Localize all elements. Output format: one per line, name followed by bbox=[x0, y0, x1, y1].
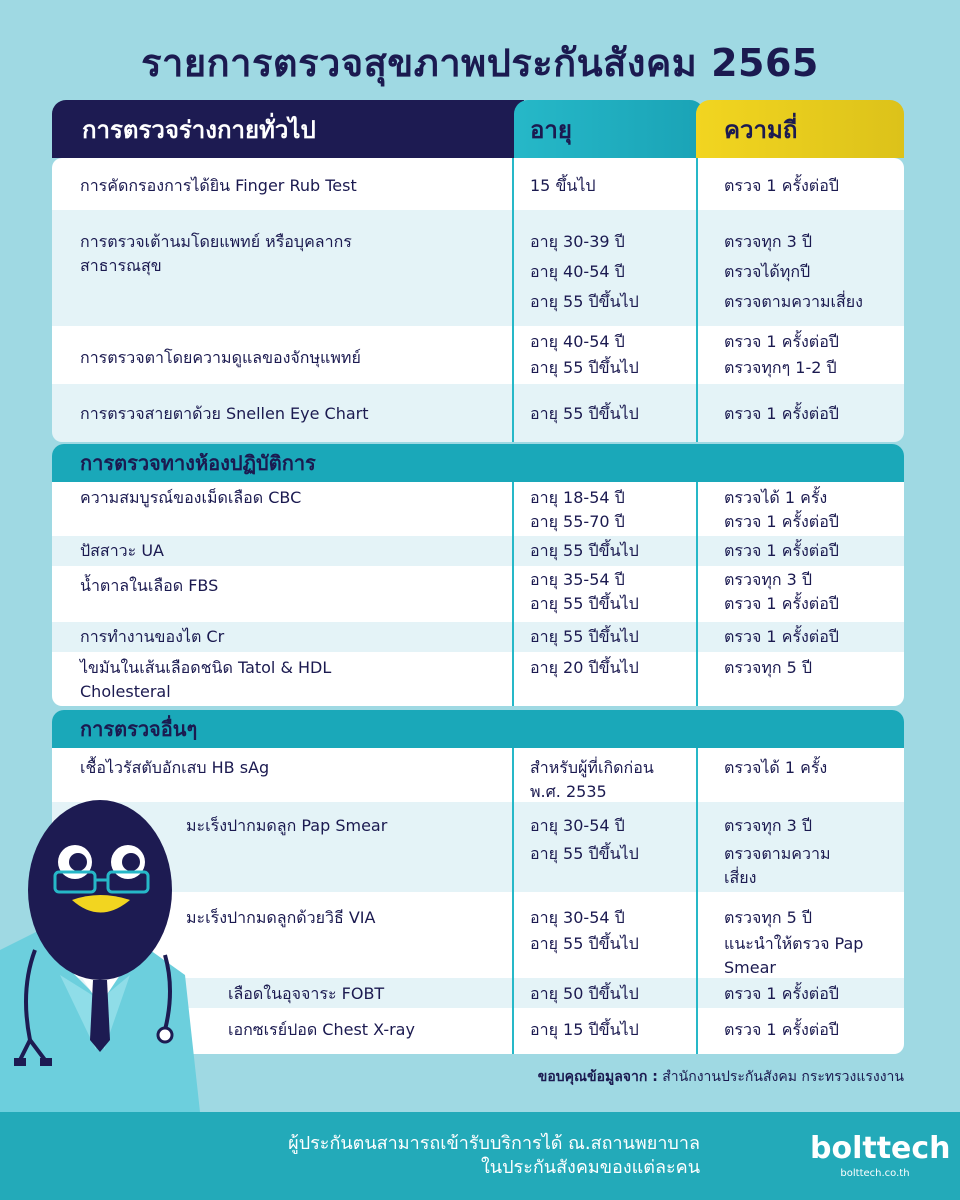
age-value: อายุ 15 ปีขึ้นไป bbox=[530, 1020, 639, 1039]
exam-name: เอกซเรย์ปอด Chest X-ray bbox=[228, 1020, 415, 1039]
brand-wordmark: bolttech bbox=[810, 1131, 951, 1166]
age-value: อายุ 55 ปีขึ้นไป bbox=[530, 292, 639, 311]
exam-name: มะเร็งปากมดลูก Pap Smear bbox=[186, 816, 388, 835]
exam-name: ไขมันในเส้นเลือดชนิด Tatol & HDL Cholesteral bbox=[80, 658, 332, 701]
frequency-value: ตรวจ 1 ครั้งต่อปี bbox=[724, 332, 839, 351]
exam-name: การคัดกรองการได้ยิน Finger Rub Test bbox=[80, 176, 357, 195]
exam-name: การตรวจสายตาด้วย Snellen Eye Chart bbox=[80, 404, 369, 423]
frequency-value: ตรวจ 1 ครั้งต่อปี bbox=[724, 512, 839, 531]
age-value: อายุ 55 ปีขึ้นไป bbox=[530, 541, 639, 560]
age-value: อายุ 55 ปีขึ้นไป bbox=[530, 358, 639, 377]
frequency-value: ตรวจ 1 ครั้งต่อปี bbox=[724, 404, 839, 423]
table-row bbox=[52, 622, 904, 652]
frequency-value: ตรวจได้ทุกปี bbox=[724, 262, 811, 281]
penguin-doctor-mascot bbox=[0, 800, 200, 1112]
source-label: ขอบคุณข้อมูลจาก : bbox=[537, 1069, 658, 1085]
age-value: อายุ 55 ปีขึ้นไป bbox=[530, 844, 639, 863]
age-value: อายุ 18-54 ปี bbox=[530, 488, 625, 507]
age-value: อายุ 40-54 ปี bbox=[530, 332, 625, 351]
footer-banner bbox=[0, 1112, 960, 1200]
source-text: สำนักงานประกันสังคม กระทรวงแรงงาน bbox=[662, 1069, 904, 1085]
footer-line-2: ในประกันสังคมของแต่ละคน bbox=[481, 1157, 700, 1178]
frequency-value: ตรวจทุก 3 ปี bbox=[724, 816, 813, 835]
frequency-value: ตรวจตามความ เสี่ยง bbox=[724, 844, 831, 887]
frequency-value: ตรวจทุก 5 ปี bbox=[724, 908, 813, 927]
column-divider bbox=[696, 158, 698, 442]
age-value: อายุ 30-39 ปี bbox=[530, 232, 625, 251]
table-row bbox=[52, 384, 904, 442]
table-row bbox=[52, 536, 904, 566]
table-row bbox=[52, 652, 904, 706]
footer-line-1: ผู้ประกันตนสามารถเข้ารับบริการได้ ณ.สถานพยาบาล bbox=[288, 1133, 700, 1154]
age-value: อายุ 40-54 ปี bbox=[530, 262, 625, 281]
frequency-value: ตรวจได้ 1 ครั้ง bbox=[724, 758, 828, 777]
section-lab: การตรวจทางห้องปฏิบัติการ bbox=[52, 444, 904, 482]
frequency-value: ตรวจ 1 ครั้งต่อปี bbox=[724, 176, 839, 195]
age-value: อายุ 20 ปีขึ้นไป bbox=[530, 658, 639, 677]
column-divider bbox=[696, 482, 698, 706]
frequency-value: ตรวจตามความเสี่ยง bbox=[724, 292, 863, 311]
frequency-value: ตรวจทุกๆ 1-2 ปี bbox=[724, 358, 837, 377]
brand-url: bolttech.co.th bbox=[840, 1168, 910, 1179]
age-value: อายุ 55 ปีขึ้นไป bbox=[530, 934, 639, 953]
age-value: สำหรับผู้ที่เกิดก่อน พ.ศ. 2535 bbox=[530, 758, 654, 801]
source-credit bbox=[538, 1066, 904, 1088]
exam-name: น้ำตาลในเลือด FBS bbox=[80, 576, 219, 595]
frequency-value: แนะนำให้ตรวจ Pap Smear bbox=[724, 934, 864, 977]
column-divider bbox=[696, 748, 698, 1054]
exam-name: เชื้อไวรัสตับอักเสบ HB sAg bbox=[80, 758, 270, 777]
frequency-value: ตรวจ 1 ครั้งต่อปี bbox=[724, 984, 839, 1003]
frequency-value: ตรวจได้ 1 ครั้ง bbox=[724, 488, 828, 507]
header-age: อายุ bbox=[514, 100, 704, 158]
table-row bbox=[52, 210, 904, 326]
column-divider bbox=[512, 482, 514, 706]
table-row bbox=[52, 326, 904, 384]
header-frequency: ความถี่ bbox=[696, 100, 904, 158]
column-divider bbox=[512, 748, 514, 1054]
age-value: อายุ 50 ปีขึ้นไป bbox=[530, 984, 639, 1003]
exam-name: ความสมบูรณ์ของเม็ดเลือด CBC bbox=[80, 488, 302, 507]
exam-name: การตรวจตาโดยความดูแลของจักษุแพทย์ bbox=[80, 348, 361, 367]
footer-note bbox=[288, 1132, 700, 1180]
exam-name: เลือดในอุจจาระ FOBT bbox=[228, 984, 385, 1003]
frequency-value: ตรวจ 1 ครั้งต่อปี bbox=[724, 541, 839, 560]
header-general-exam: การตรวจร่างกายทั่วไป bbox=[52, 100, 524, 158]
exam-name: ปัสสาวะ UA bbox=[80, 541, 164, 560]
page-title: รายการตรวจสุขภาพประกันสังคม 2565 bbox=[141, 41, 819, 85]
age-value: อายุ 55-70 ปี bbox=[530, 512, 625, 531]
table-row bbox=[52, 566, 904, 622]
brand-logo bbox=[810, 1131, 951, 1179]
table-row bbox=[52, 482, 904, 536]
exam-name: การทำงานของไต Cr bbox=[80, 627, 225, 646]
age-value: อายุ 55 ปีขึ้นไป bbox=[530, 627, 639, 646]
age-value: อายุ 55 ปีขึ้นไป bbox=[530, 594, 639, 613]
table-row bbox=[52, 158, 904, 210]
frequency-value: ตรวจทุก 3 ปี bbox=[724, 232, 813, 251]
frequency-value: ตรวจ 1 ครั้งต่อปี bbox=[724, 594, 839, 613]
frequency-value: ตรวจทุก 5 ปี bbox=[724, 658, 813, 677]
frequency-value: ตรวจ 1 ครั้งต่อปี bbox=[724, 1020, 839, 1039]
exam-name: มะเร็งปากมดลูกด้วยวิธี VIA bbox=[186, 908, 376, 927]
age-value: อายุ 35-54 ปี bbox=[530, 570, 625, 589]
age-value: อายุ 55 ปีขึ้นไป bbox=[530, 404, 639, 423]
age-value: อายุ 30-54 ปี bbox=[530, 816, 625, 835]
section-other: การตรวจอื่นๆ bbox=[52, 710, 904, 748]
age-value: อายุ 30-54 ปี bbox=[530, 908, 625, 927]
frequency-value: ตรวจทุก 3 ปี bbox=[724, 570, 813, 589]
table-row bbox=[52, 748, 904, 802]
exam-name: การตรวจเต้านมโดยแพทย์ หรือบุคลากร สาธารณสุข bbox=[80, 232, 352, 275]
age-value: 15 ขึ้นไป bbox=[530, 176, 596, 195]
column-divider bbox=[512, 158, 514, 442]
frequency-value: ตรวจ 1 ครั้งต่อปี bbox=[724, 627, 839, 646]
